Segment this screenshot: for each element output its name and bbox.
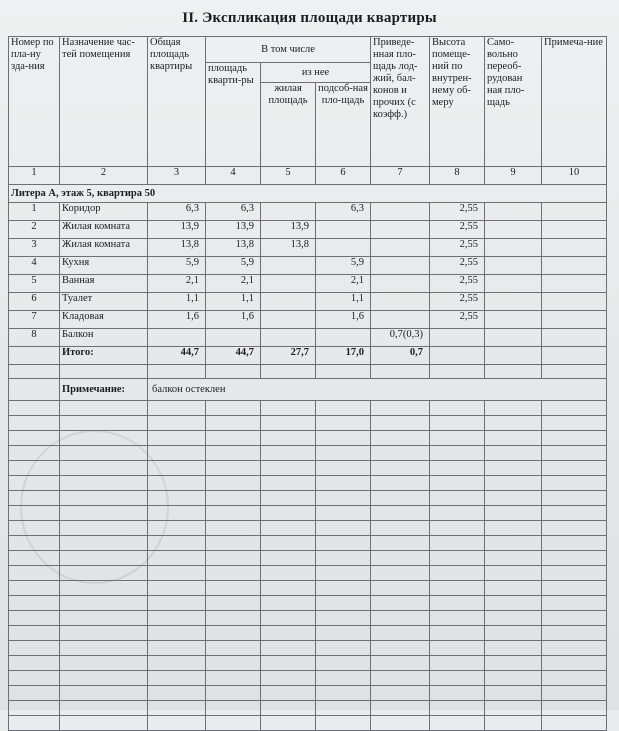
blank-row [9,701,607,716]
table-row [9,275,607,293]
room-auxiliary-area [316,239,371,257]
room-height: 2,55 [430,311,485,329]
room-height [430,329,485,347]
header-reduced-area: Приведе-нная пло-щадь лод-жий, бал-конов и прочих (с коэфф.) [371,37,430,167]
room-reduced-area [371,221,430,239]
table-header [9,37,607,167]
room-auxiliary-area: 2,1 [316,275,371,293]
column-number: 5 [261,167,316,185]
room-auxiliary-area: 6,3 [316,203,371,221]
blank-row [9,611,607,626]
header-plan-number: Номер по пла-ну зда-ния [9,37,60,167]
room-name: Балкон [60,329,148,347]
room-name: Кухня [60,257,148,275]
blank-row [9,401,607,416]
blank-row [9,671,607,686]
room-living-area [261,329,316,347]
room-apartment-area: 2,1 [206,275,261,293]
blank-row [9,581,607,596]
room-living-area [261,203,316,221]
room-height: 2,55 [430,203,485,221]
column-number: 4 [206,167,261,185]
room-number: 6 [9,293,60,311]
room-number: 8 [9,329,60,347]
note-text: балкон остеклен [148,379,607,401]
totals-label: Итого: [60,347,148,365]
section-label: Литера А, этаж 5, квартира 50 [9,185,607,203]
column-number-row [9,167,607,185]
totals-row [9,347,607,365]
room-total-area: 2,1 [148,275,206,293]
room-height: 2,55 [430,293,485,311]
blank-row [9,641,607,656]
room-reduced-area [371,293,430,311]
header-height: Высота помеще-ний по внутрен-нему об-меру [430,37,485,167]
blank-row [9,461,607,476]
room-living-area [261,257,316,275]
header-unauthorized-area: Само-вольно переоб-рудован ная пло-щадь [485,37,542,167]
table-row [9,311,607,329]
room-height: 2,55 [430,221,485,239]
room-total-area: 5,9 [148,257,206,275]
room-total-area: 6,3 [148,203,206,221]
room-auxiliary-area [316,329,371,347]
room-apartment-area [206,329,261,347]
header-total-area: Общая площадь квартиры [148,37,206,167]
header-including: В том числе [206,37,371,63]
totals-total-area: 44,7 [148,347,206,365]
room-name: Туалет [60,293,148,311]
room-number: 2 [9,221,60,239]
column-number: 1 [9,167,60,185]
header-room-purpose: Назначение час-тей помещения [60,37,148,167]
blank-row [9,416,607,431]
table-row [9,203,607,221]
room-reduced-area [371,239,430,257]
column-number: 8 [430,167,485,185]
blank-row [9,491,607,506]
room-total-area: 13,8 [148,239,206,257]
room-auxiliary-area: 1,1 [316,293,371,311]
room-apartment-area: 1,6 [206,311,261,329]
room-apartment-area: 5,9 [206,257,261,275]
room-reduced-area [371,311,430,329]
room-living-area [261,293,316,311]
column-number: 7 [371,167,430,185]
room-height: 2,55 [430,239,485,257]
explication-table [8,36,607,731]
room-number: 7 [9,311,60,329]
totals-living-area: 27,7 [261,347,316,365]
room-name: Жилая комната [60,221,148,239]
column-number: 10 [542,167,607,185]
room-auxiliary-area [316,221,371,239]
table-row [9,257,607,275]
blank-row [9,686,607,701]
header-auxiliary-area: подсоб-ная пло-щадь [316,83,371,167]
room-reduced-area [371,203,430,221]
room-number: 1 [9,203,60,221]
room-apartment-area: 13,8 [206,239,261,257]
room-auxiliary-area: 5,9 [316,257,371,275]
room-height: 2,55 [430,275,485,293]
column-number: 3 [148,167,206,185]
totals-reduced-area: 0,7 [371,347,430,365]
room-total-area [148,329,206,347]
room-name: Кладовая [60,311,148,329]
room-living-area [261,275,316,293]
room-name: Коридор [60,203,148,221]
blank-row [9,551,607,566]
room-total-area: 1,1 [148,293,206,311]
table-row [9,239,607,257]
room-height: 2,55 [430,257,485,275]
totals-apartment-area: 44,7 [206,347,261,365]
table-row [9,293,607,311]
room-living-area [261,311,316,329]
column-number: 6 [316,167,371,185]
header-living-area: жилая площадь [261,83,316,167]
header-of-which: из нее [261,63,371,83]
blank-row [9,431,607,446]
room-reduced-area: 0,7(0,3) [371,329,430,347]
room-reduced-area [371,257,430,275]
blank-row [9,656,607,671]
room-living-area: 13,8 [261,239,316,257]
table-row [9,221,607,239]
blank-row [9,626,607,641]
column-number: 9 [485,167,542,185]
blank-row [9,506,607,521]
blank-row [9,596,607,611]
room-name: Ванная [60,275,148,293]
blank-rows [9,401,607,731]
column-number: 2 [60,167,148,185]
totals-auxiliary-area: 17,0 [316,347,371,365]
blank-row [9,521,607,536]
header-note: Примеча-ние [542,37,607,167]
room-rows [9,203,607,347]
room-total-area: 1,6 [148,311,206,329]
note-row [9,379,607,401]
header-apartment-area: площадь кварти-ры [206,63,261,167]
blank-row [9,446,607,461]
blank-row [9,536,607,551]
room-apartment-area: 1,1 [206,293,261,311]
blank-row [9,566,607,581]
room-living-area: 13,9 [261,221,316,239]
room-name: Жилая комната [60,239,148,257]
room-reduced-area [371,275,430,293]
page-title: II. Экспликация площади квартиры [182,10,437,26]
room-apartment-area: 6,3 [206,203,261,221]
blank-row [9,476,607,491]
table-row [9,329,607,347]
room-total-area: 13,9 [148,221,206,239]
room-number: 4 [9,257,60,275]
room-number: 5 [9,275,60,293]
note-label: Примечание: [60,379,148,401]
blank-row [9,716,607,731]
room-apartment-area: 13,9 [206,221,261,239]
room-number: 3 [9,239,60,257]
room-auxiliary-area: 1,6 [316,311,371,329]
